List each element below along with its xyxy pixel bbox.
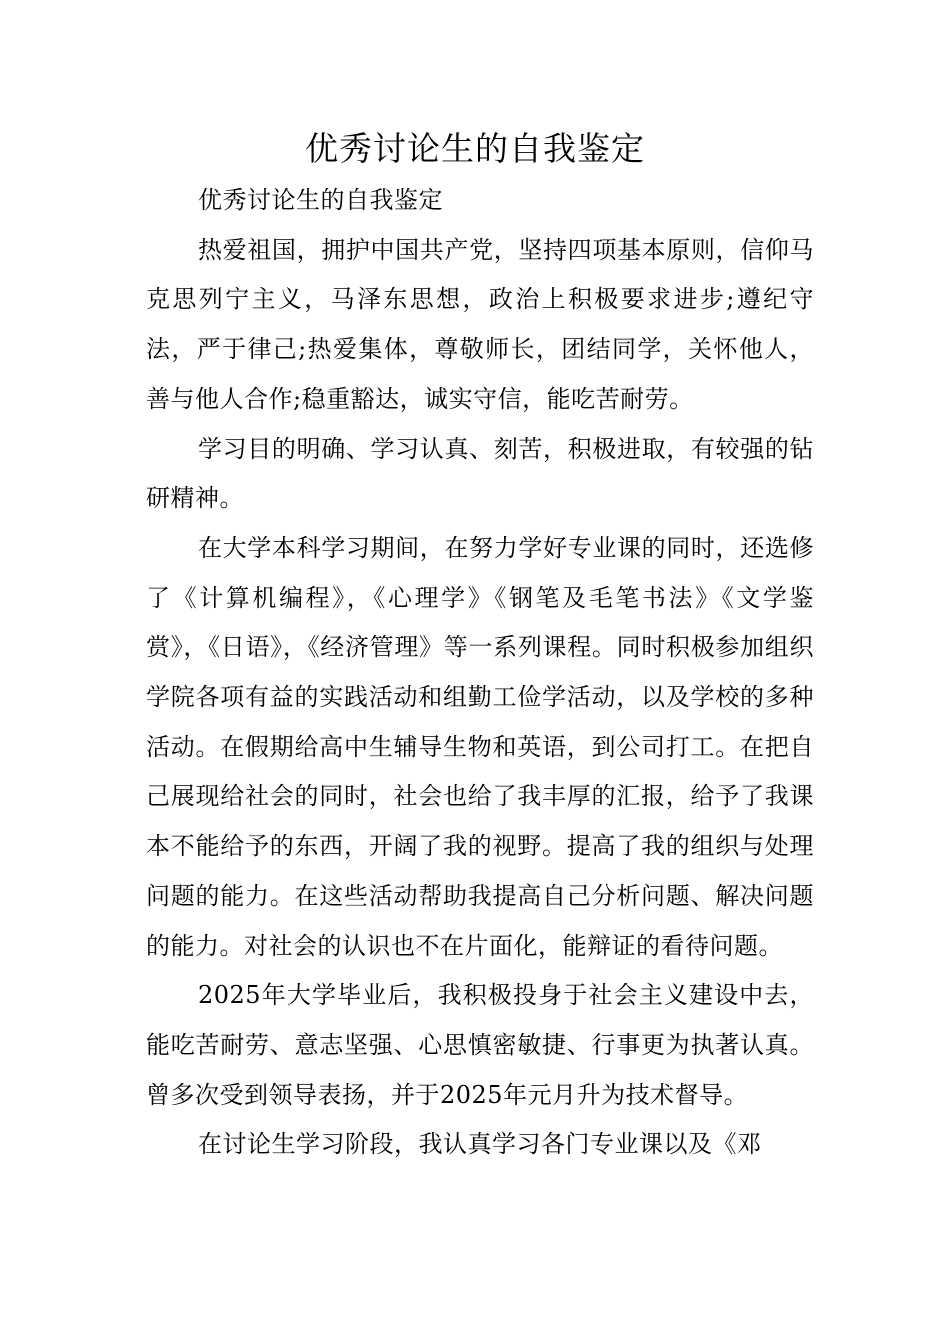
paragraph-study-attitude: 学习目的明确、学习认真、刻苦，积极进取，有较强的钻研精神。: [146, 434, 814, 513]
paragraph-work-experience: 2025年大学毕业后，我积极投身于社会主义建设中去，能吃苦耐劳、意志坚强、心思慎密敏捷、行事更为执著认真。曾多次受到领导表扬，并于2025年元月升为技术督导。: [146, 981, 814, 1109]
paragraph-political-attitude: 热爱祖国，拥护中国共产党，坚持四项基本原则，信仰马克思列宁主义，马泽东思想，政治上积极要求进步;遵纪守法，严于律己;热爱集体，尊敬师长，团结同学，关怀他人，善与他人合作;稳重豁达，诚实守信，能吃苦耐劳。: [146, 235, 814, 413]
paragraph-graduate-study: 在讨论生学习阶段，我认真学习各门专业课以及《邓: [198, 1130, 762, 1159]
paragraph-undergraduate-activities: 在大学本科学习期间，在努力学好专业课的同时，还选修了《计算机编程》，《心理学》《钢笔及毛笔书法》《文学鉴赏》，《日语》，《经济管理》等一系列课程。同时积极参加组织学院各项有益的实践活动和组勤工俭学活动，以及学校的多种活动。在假期给高中生辅导生物和英语，到公司打工。在把自己展现给社会的同时，社会也给了我丰厚的汇报，给予了我课本不能给予的东西，开阔了我的视野。提高了我的组织与处理问题的能力。在这些活动帮助我提高自己分析问题、解决问题的能力。对社会的认识也不在片面化，能辩证的看待问题。: [146, 533, 814, 960]
document-title: 优秀讨论生的自我鉴定: [305, 129, 645, 168]
paragraph-subtitle: 优秀讨论生的自我鉴定: [198, 186, 443, 214]
document-body: [146, 176, 814, 1170]
